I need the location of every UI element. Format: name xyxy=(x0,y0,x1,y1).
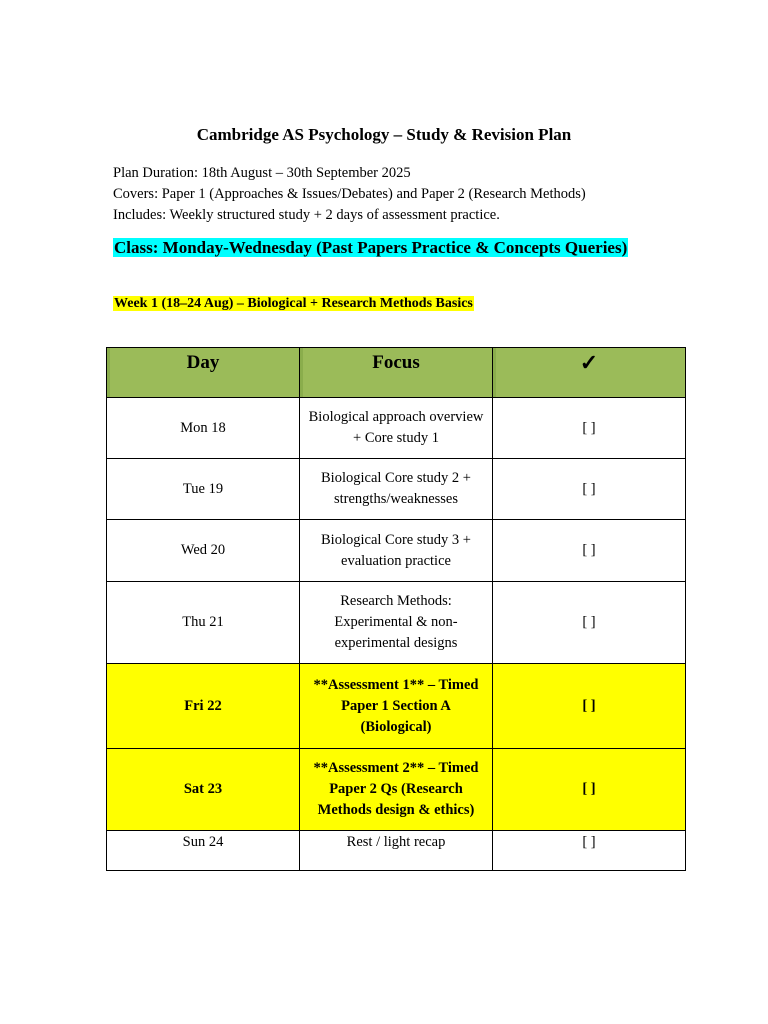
table-row xyxy=(107,582,686,664)
column-header-day: Day xyxy=(107,348,300,398)
focus-cell: Biological approach overview + Core study 1 xyxy=(300,398,493,459)
page-title: Cambridge AS Psychology – Study & Revision Plan xyxy=(196,125,572,144)
plan-covers-line: Covers: Paper 1 (Approaches & Issues/Debates) and Paper 2 (Research Methods) xyxy=(113,186,586,202)
column-header-check: ✓ xyxy=(493,348,686,398)
day-cell: Mon 18 xyxy=(107,398,300,459)
week-1-heading-text: Week 1 (18–24 Aug) – Biological + Research Methods Basics xyxy=(114,296,473,311)
focus-cell: **Assessment 2** – Timed Paper 2 Qs (Research Methods design & ethics) xyxy=(300,749,493,831)
focus-cell: Research Methods: Experimental & non-experimental designs xyxy=(300,582,493,664)
checkbox-cell[interactable]: [ ] xyxy=(493,664,686,749)
class-banner-text: Class: Monday-Wednesday (Past Papers Practice & Concepts Queries) xyxy=(114,238,628,257)
table-header-row xyxy=(107,348,686,398)
day-cell: Sat 23 xyxy=(107,749,300,831)
assessment-row xyxy=(107,749,686,831)
day-cell: Tue 19 xyxy=(107,459,300,520)
table-row xyxy=(107,398,686,459)
checkbox-cell[interactable]: [ ] xyxy=(493,459,686,520)
week-1-table xyxy=(106,347,686,871)
focus-cell: Rest / light recap xyxy=(300,831,493,871)
day-cell: Sun 24 xyxy=(107,831,300,871)
plan-duration-line: Plan Duration: 18th August – 30th September 2025 xyxy=(113,165,411,181)
focus-cell: **Assessment 1** – Timed Paper 1 Section A (Biological) xyxy=(300,664,493,749)
table-row xyxy=(107,831,686,871)
column-header-focus: Focus xyxy=(300,348,493,398)
day-cell: Thu 21 xyxy=(107,582,300,664)
focus-cell: Biological Core study 3 + evaluation practice xyxy=(300,520,493,582)
day-cell: Fri 22 xyxy=(107,664,300,749)
class-banner xyxy=(113,237,628,259)
checkbox-cell[interactable]: [ ] xyxy=(493,582,686,664)
table-row xyxy=(107,459,686,520)
plan-meta xyxy=(113,163,586,226)
plan-includes-line: Includes: Weekly structured study + 2 days of assessment practice. xyxy=(113,207,500,223)
week-1-heading xyxy=(113,294,474,314)
assessment-row xyxy=(107,664,686,749)
checkbox-cell[interactable]: [ ] xyxy=(493,520,686,582)
checkbox-cell[interactable]: [ ] xyxy=(493,749,686,831)
focus-cell: Biological Core study 2 + strengths/weaknesses xyxy=(300,459,493,520)
day-cell: Wed 20 xyxy=(107,520,300,582)
checkbox-cell[interactable]: [ ] xyxy=(493,398,686,459)
table-row xyxy=(107,520,686,582)
checkbox-cell[interactable]: [ ] xyxy=(493,831,686,871)
